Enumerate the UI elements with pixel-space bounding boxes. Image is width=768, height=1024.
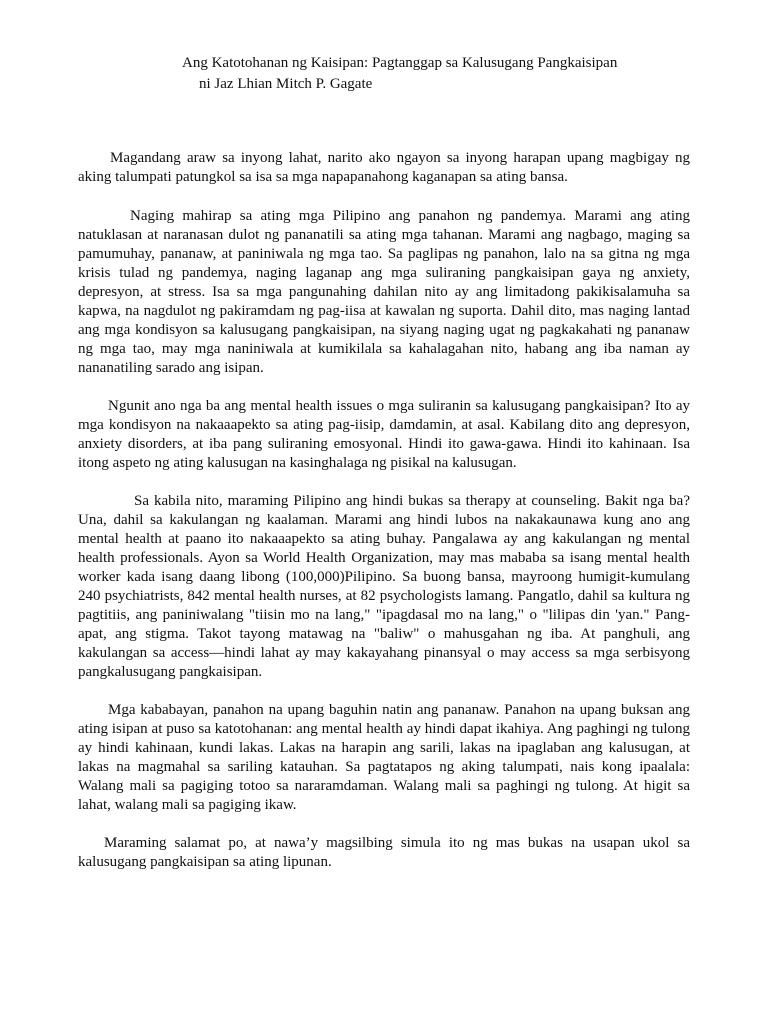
paragraph-reasons: Sa kabila nito, maraming Pilipino ang hindi bukas sa therapy at counseling. Bakit nga ba? Una, dahil sa kakulangan ng kaalaman. Marami ang hindi lubos na nakakaunawa kung ano ang mental health at paano ito nakaaapekto sa ating buhay. Pangalawa ay ang kakulangan ng mental health professionals. Ayon sa World Health Organization, may mas mababa sa isang mental health worker kada isang daang libong (100,000)Pilipino. Sa buong bansa, mayroong humigit-kumulang 240 psychiatrists, 842 mental health nurses, at 82 psychologists lamang. Pangatlo, dahil sa kultura ng pagtitiis, ang paniniwalang "tiisin mo na lang," "ipagdasal mo na lang," o "lilipas din 'yan." Pang-apat, ang stigma. Takot tayong matawag na "baliw" o mahusgahan ng iba. At panghuli, ang kakulangan sa access—hindi lahat ay may kakayahang pinansyal o may access sa mga serbisyong pangkalusugang pangkaisipan. bbox=[78, 493, 690, 680]
paragraph-pandemic: Naging mahirap sa ating mga Pilipino ang panahon ng pandemya. Marami ang ating natuklasan at naranasan dulot ng pananatili sa ating mga tahanan. Marami ang nagbago, maging sa pamumuhay, pananaw, at paniniwala ng mga tao. Sa paglipas ng panahon, lalo na sa gitna ng mga krisis tulad ng pandemya, naging laganap ang mga suliraning pangkaisipan gaya ng anxiety, depresyon, at stress. Isa sa mga pangunahing dahilan nito ay ang limitadong pakikisalamuha sa kapwa, na nagdulot ng pakiramdam ng pag-iisa at kawalan ng suporta. Dahil dito, mas naging lantad ang mga kondisyon sa kalusugang pangkaisipan, na siyang naging ugat ng pagkakahati ng pananaw ng mga tao, may mga naniniwala at kumikilala sa kahalagahan nito, habang ang iba naman ay nananatiling sarado ang isipan. bbox=[78, 208, 690, 376]
paragraph-closing: Maraming salamat po, at nawa’y magsilbing simula ito ng mas bukas na usapan ukol sa kalusugang pangkaisipan sa ating lipunan. bbox=[78, 835, 690, 870]
document-author: ni Jaz Lhian Mitch P. Gagate bbox=[199, 76, 373, 92]
paragraph-greeting: Magandang araw sa inyong lahat, narito ako ngayon sa inyong harapan upang magbigay ng aking talumpati patungkol sa isa sa mga napapanahong kaganapan sa ating bansa. bbox=[78, 150, 690, 185]
paragraph-call-to-action: Mga kababayan, panahon na upang baguhin natin ang pananaw. Panahon na upang buksan ang ating isipan at puso sa katotohanan: ang mental health ay hindi dapat ikahiya. Ang paghingi ng tulong ay hindi kahinaan, kundi lakas. Lakas na harapin ang sarili, lakas na ipaglaban ang kalusugan, at lakas na magmahal sa sariling katauhan. Sa pagtatapos ng aking talumpati, nais kong ipaalala: Walang mali sa pagiging totoo sa nararamdaman. Walang mali sa paghingi ng tulong. At higit sa lahat, walang mali sa pagiging ikaw. bbox=[78, 702, 690, 813]
document-title: Ang Katotohanan ng Kaisipan: Pagtanggap sa Kalusugang Pangkaisipan bbox=[182, 55, 618, 71]
speech-body bbox=[78, 149, 690, 891]
title-block bbox=[182, 53, 617, 95]
paragraph-definition: Ngunit ano nga ba ang mental health issues o mga suliranin sa kalusugang pangkaisipan? Ito ay mga kondisyon na nakaaapekto sa ating pag-iisip, damdamin, at asal. Kabilang dito ang depresyon, anxiety disorders, at iba pang suliraning emosyonal. Hindi ito gawa-gawa. Hindi ito kahinaan. Isa itong aspeto ng ating kalusugan na kasinghalaga ng pisikal na kalusugan. bbox=[78, 398, 690, 471]
